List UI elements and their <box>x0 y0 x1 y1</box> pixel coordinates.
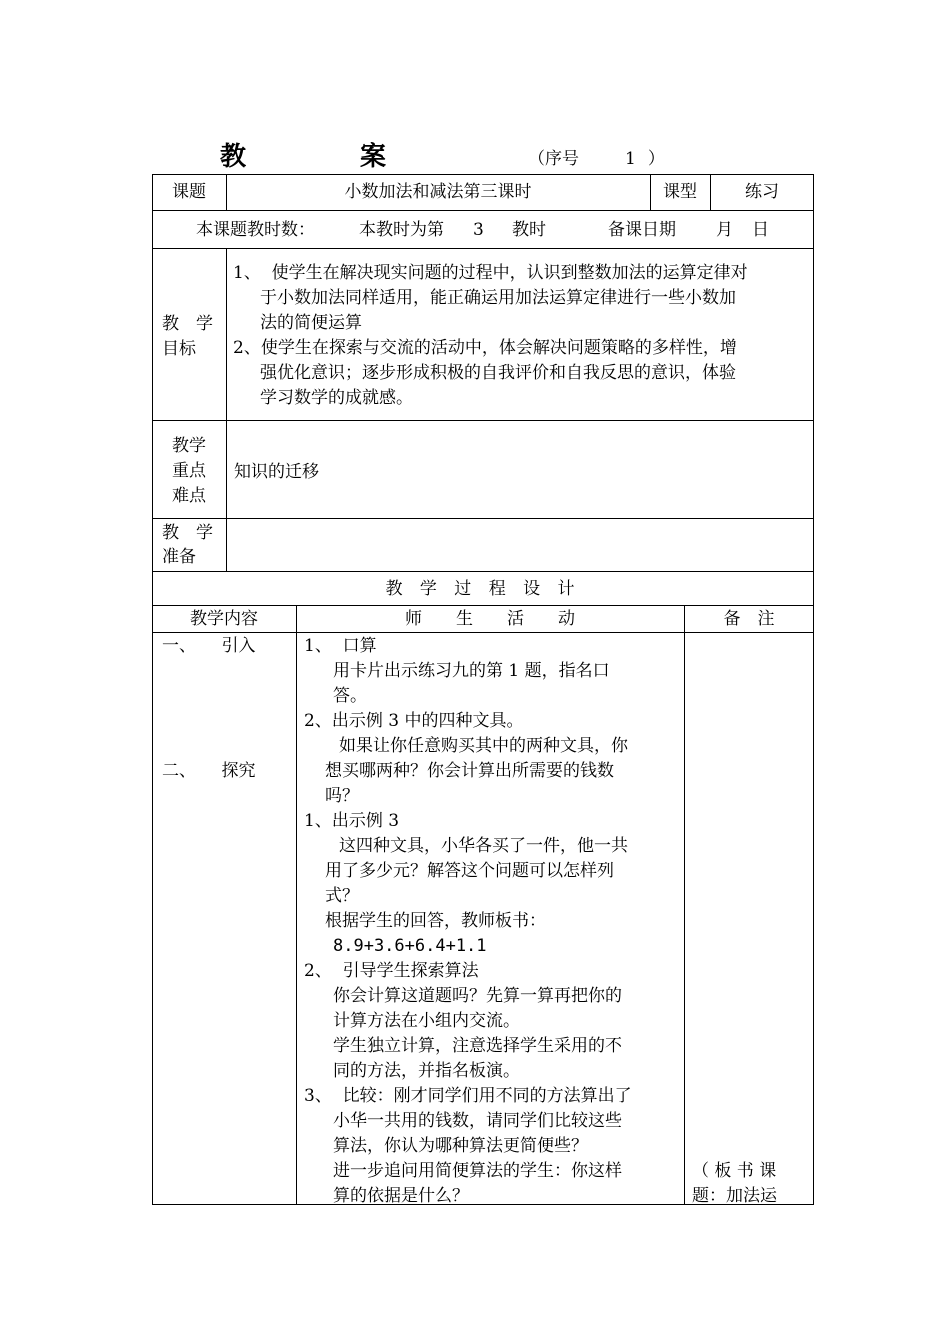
goal-2-line-3: 学习数学的成就感。 <box>260 388 413 408</box>
activity-line: 答。 <box>333 686 367 706</box>
seq-number: 1 <box>625 149 636 169</box>
row-divider <box>152 210 814 211</box>
row-divider <box>152 420 814 421</box>
activity-line: 你会计算这道题吗？先算一算再把你的 <box>333 986 622 1006</box>
activity-line: 3、 比较：刚才同学们用不同的方法算出了 <box>304 1086 632 1106</box>
hours-label: 本课题教时数： <box>196 220 315 240</box>
row-divider <box>152 632 814 633</box>
activity-line: 想买哪两种？你会计算出所需要的钱数 <box>325 761 614 781</box>
activity-line: 式？ <box>325 886 359 906</box>
activity-line: 学生独立计算，注意选择学生采用的不 <box>333 1036 622 1056</box>
seq-close: ） <box>647 149 665 169</box>
goals-label-2: 目标 <box>162 339 196 359</box>
activity-line: 计算方法在小组内交流。 <box>333 1011 520 1031</box>
activity-line: 1、 口算 <box>304 636 377 656</box>
activity-line: 如果让你任意购买其中的两种文具，你 <box>339 736 628 756</box>
activity-line: 用卡片出示练习九的第 1 题，指名口 <box>333 661 610 681</box>
current-lesson-value: 3 <box>473 220 484 240</box>
activity-line: 算法，你认为哪种算法更简便些？ <box>333 1136 588 1156</box>
prep-label-1: 教 学 <box>162 523 213 543</box>
type-value: 练习 <box>745 182 779 202</box>
goal-2-line-2: 强优化意识；逐步形成积极的自我评价和自我反思的意识，体验 <box>260 363 736 383</box>
activity-line: 同的方法，并指名板演。 <box>333 1061 520 1081</box>
current-lesson-label: 本教时为第 <box>359 220 444 240</box>
day-label: 日 <box>752 220 769 240</box>
topic-label: 课题 <box>172 182 206 202</box>
activity-line: 2、 引导学生探索算法 <box>304 961 479 981</box>
activity-line: 算的依据是什么？ <box>333 1186 469 1206</box>
sequence-label <box>528 144 665 169</box>
prep-label-2: 准备 <box>162 547 196 567</box>
seq-label: （序号 <box>528 149 579 169</box>
activity-line: 这四种文具，小华各买了一件，他一共 <box>339 836 628 856</box>
document-title <box>152 136 814 172</box>
activity-expression: 8.9+3.6+6.4+1.1 <box>333 936 487 956</box>
goal-1-line-3: 法的简便运算 <box>260 313 362 333</box>
content-explore: 二、 探究 <box>162 761 256 781</box>
activity-line: 1、出示例 3 <box>304 811 400 831</box>
row-divider <box>152 605 814 606</box>
activity-line: 小华一共用的钱数，请同学们比较这些 <box>333 1111 622 1131</box>
col-divider <box>226 248 227 571</box>
activity-line: 进一步追问用简便算法的学生：你这样 <box>333 1161 622 1181</box>
title-part2: 案 <box>360 142 387 172</box>
goal-2-line-1: 2、使学生在探索与交流的活动中，体会解决问题策略的多样性，增 <box>233 338 737 358</box>
col-divider <box>684 605 685 1205</box>
keypoints-label-3: 难点 <box>172 486 206 506</box>
col-header-note: 备 注 <box>723 609 775 629</box>
keypoints-label-1: 教学 <box>172 436 206 456</box>
activity-line: 用了多少元？解答这个问题可以怎样列 <box>325 861 614 881</box>
col-header-activity: 师 生 活 动 <box>405 609 575 629</box>
content-intro: 一、 引入 <box>162 636 256 656</box>
goal-1-line-2: 于小数加法同样适用，能正确运用加法运算定律进行一些小数加 <box>260 288 736 308</box>
prep-date-label: 备课日期 <box>608 220 676 240</box>
activity-line: 2、出示例 3 中的四种文具。 <box>304 711 524 731</box>
keypoints-label-2: 重点 <box>172 461 206 481</box>
goals-label-1: 教 学 <box>162 314 213 334</box>
row-divider <box>152 571 814 572</box>
row-divider <box>152 518 814 519</box>
goal-1-line-1: 1、 使学生在解决现实问题的过程中，认识到整数加法的运算定律对 <box>233 263 748 283</box>
col-divider <box>296 605 297 1205</box>
type-label: 课型 <box>663 182 697 202</box>
keypoints-value: 知识的迁移 <box>234 462 319 482</box>
title-part1: 教 <box>220 142 247 172</box>
process-title: 教 学 过 程 设 计 <box>385 579 581 599</box>
activity-line: 根据学生的回答，教师板书： <box>325 911 546 931</box>
note-line-2: 题：加法运 <box>692 1186 777 1206</box>
current-lesson-unit: 教时 <box>512 220 546 240</box>
note-line-1: （ 板 书 课 <box>692 1161 777 1181</box>
month-label: 月 <box>716 220 733 240</box>
col-header-content: 教学内容 <box>190 609 258 629</box>
topic-value: 小数加法和减法第三课时 <box>344 182 532 202</box>
row-divider <box>152 248 814 249</box>
activity-line: 吗？ <box>325 786 359 806</box>
